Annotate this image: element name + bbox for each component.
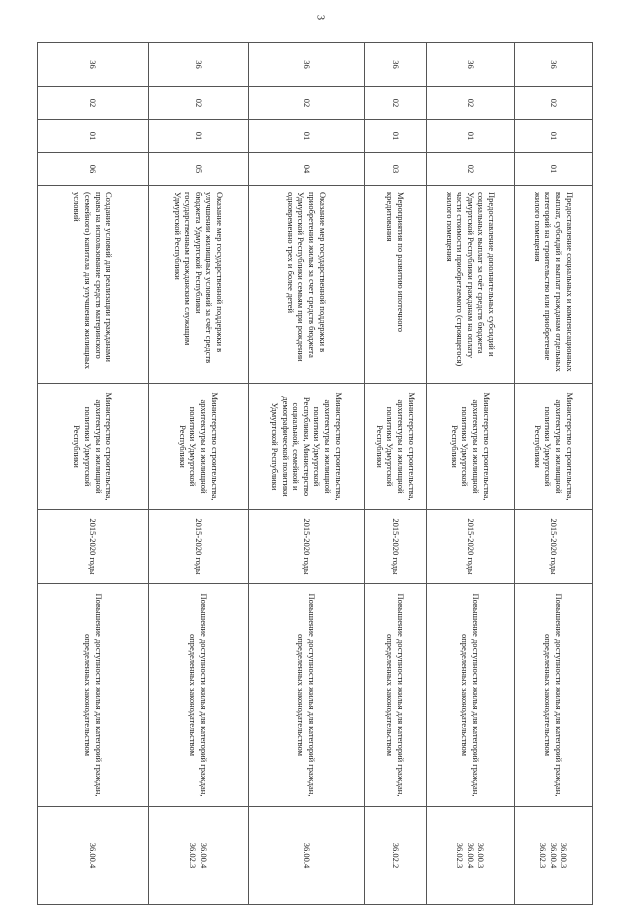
indicator-codes-cell — [38, 807, 149, 905]
indicator-codes-cell — [365, 807, 427, 905]
executor-cell: Министерство строительства, архитектуры и жилищной политики Удмуртской Республики, Министерство социальной, семейной и демографической политики Удмуртской Республики — [249, 384, 365, 510]
executor-cell: Министерство строительства, архитектуры и жилищной политики Удмуртской Республики — [365, 384, 427, 510]
activity-name-cell: Мероприятия по развитию ипотечного кредитования — [365, 186, 427, 384]
table-row — [427, 43, 515, 905]
indicator-codes-cell — [515, 807, 593, 905]
code-col-2-cell: 02 — [249, 87, 365, 120]
activity-name-cell: Создание условий для реализации гражданами права на использование средств материнского (семейного) капитала для улучшения жилищных условий — [38, 186, 149, 384]
expected-result-cell: Повышение доступности жилья для категорий граждан, определенных законодательством — [249, 584, 365, 807]
code-col-2-cell: 02 — [365, 87, 427, 120]
executor-cell: Министерство строительства, архитектуры и жилищной политики Удмуртской Республики — [38, 384, 149, 510]
code-col-2-cell: 02 — [515, 87, 593, 120]
expected-result-cell: Повышение доступности жилья для категорий граждан, определенных законодательством — [365, 584, 427, 807]
code-col-4-cell: 03 — [365, 153, 427, 186]
indicator-code: 36.00.4 — [88, 842, 99, 869]
indicator-codes-cell — [149, 807, 249, 905]
code-col-4-cell: 05 — [149, 153, 249, 186]
code-col-2-cell: 02 — [427, 87, 515, 120]
period-cell: 2015-2020 годы — [149, 510, 249, 584]
code-col-1-cell: 36 — [515, 43, 593, 87]
code-col-3-cell: 01 — [149, 120, 249, 153]
period-cell: 2015-2020 годы — [249, 510, 365, 584]
table-row — [149, 43, 249, 905]
indicator-code: 36.02.3 — [538, 842, 549, 869]
period-cell: 2015-2020 годы — [365, 510, 427, 584]
period-cell: 2015-2020 годы — [515, 510, 593, 584]
executor-cell: Министерство строительства, архитектуры и жилищной политики Удмуртской Республики — [515, 384, 593, 510]
executor-cell: Министерство строительства, архитектуры и жилищной политики Удмуртской Республики — [149, 384, 249, 510]
activity-name-cell: Предоставление социальных и компенсационных выплат, субсидий и выплат гражданам отдельных категорий на строительство или приобретение жилого помещения — [515, 186, 593, 384]
code-col-3-cell: 01 — [365, 120, 427, 153]
indicator-code: 36.00.4 — [199, 842, 210, 869]
code-col-1-cell: 36 — [249, 43, 365, 87]
table-body — [38, 43, 593, 905]
code-col-1-cell: 36 — [149, 43, 249, 87]
rotated-table-wrapper — [38, 42, 593, 904]
expected-result-cell: Повышение доступности жилья для категорий граждан, определенных законодательством — [427, 584, 515, 807]
code-col-3-cell: 01 — [515, 120, 593, 153]
code-col-4-cell: 04 — [249, 153, 365, 186]
indicator-code: 36.02.2 — [390, 842, 401, 869]
table-row — [249, 43, 365, 905]
code-col-4-cell: 02 — [427, 153, 515, 186]
table-row — [365, 43, 427, 905]
code-col-3-cell: 01 — [38, 120, 149, 153]
code-col-1-cell: 36 — [38, 43, 149, 87]
activity-name-cell: Оказание мер государственной поддержки в улучшении жилищных условий за счёт средств бюджета Удмуртской Республики государственным гражданским служащим Удмуртской Республики — [149, 186, 249, 384]
code-col-3-cell: 01 — [427, 120, 515, 153]
expected-result-cell: Повышение доступности жилья для категорий граждан, определенных законодательством — [38, 584, 149, 807]
activity-name-cell: Предоставление дополнительных субсидий и социальных выплат за счёт средств бюджета Удмуртской Республики гражданам на оплату части стоимости приобретаемого (строящегося) жилого помещения — [427, 186, 515, 384]
code-col-4-cell: 01 — [515, 153, 593, 186]
code-col-2-cell: 02 — [149, 87, 249, 120]
page-number: 3 — [314, 15, 326, 20]
indicator-codes-cell — [427, 807, 515, 905]
period-cell: 2015-2020 годы — [38, 510, 149, 584]
code-col-2-cell: 02 — [38, 87, 149, 120]
code-col-4-cell: 06 — [38, 153, 149, 186]
indicator-code: 36.02.3 — [455, 842, 466, 869]
indicator-codes-cell — [249, 807, 365, 905]
expected-result-cell: Повышение доступности жилья для категорий граждан, определенных законодательством — [515, 584, 593, 807]
expected-result-cell: Повышение доступности жилья для категорий граждан, определенных законодательством — [149, 584, 249, 807]
table-row — [515, 43, 593, 905]
executor-cell: Министерство строительства, архитектуры и жилищной политики Удмуртской Республики — [427, 384, 515, 510]
indicator-code: 36.00.4 — [465, 842, 476, 869]
indicator-code: 36.00.3 — [476, 842, 487, 869]
table-row — [38, 43, 149, 905]
indicator-code: 36.00.4 — [301, 842, 312, 869]
indicator-code: 36.00.3 — [559, 842, 570, 869]
indicator-code: 36.02.3 — [188, 842, 199, 869]
indicator-code: 36.00.4 — [548, 842, 559, 869]
period-cell: 2015-2020 годы — [427, 510, 515, 584]
code-col-3-cell: 01 — [249, 120, 365, 153]
code-col-1-cell: 36 — [427, 43, 515, 87]
activity-name-cell: Оказание мер государственной поддержки в приобретении жилья за счет средств бюджета Удмуртской Республики семьям при рождении одновременно трех и более детей — [249, 186, 365, 384]
code-col-1-cell: 36 — [365, 43, 427, 87]
program-table — [37, 42, 593, 905]
